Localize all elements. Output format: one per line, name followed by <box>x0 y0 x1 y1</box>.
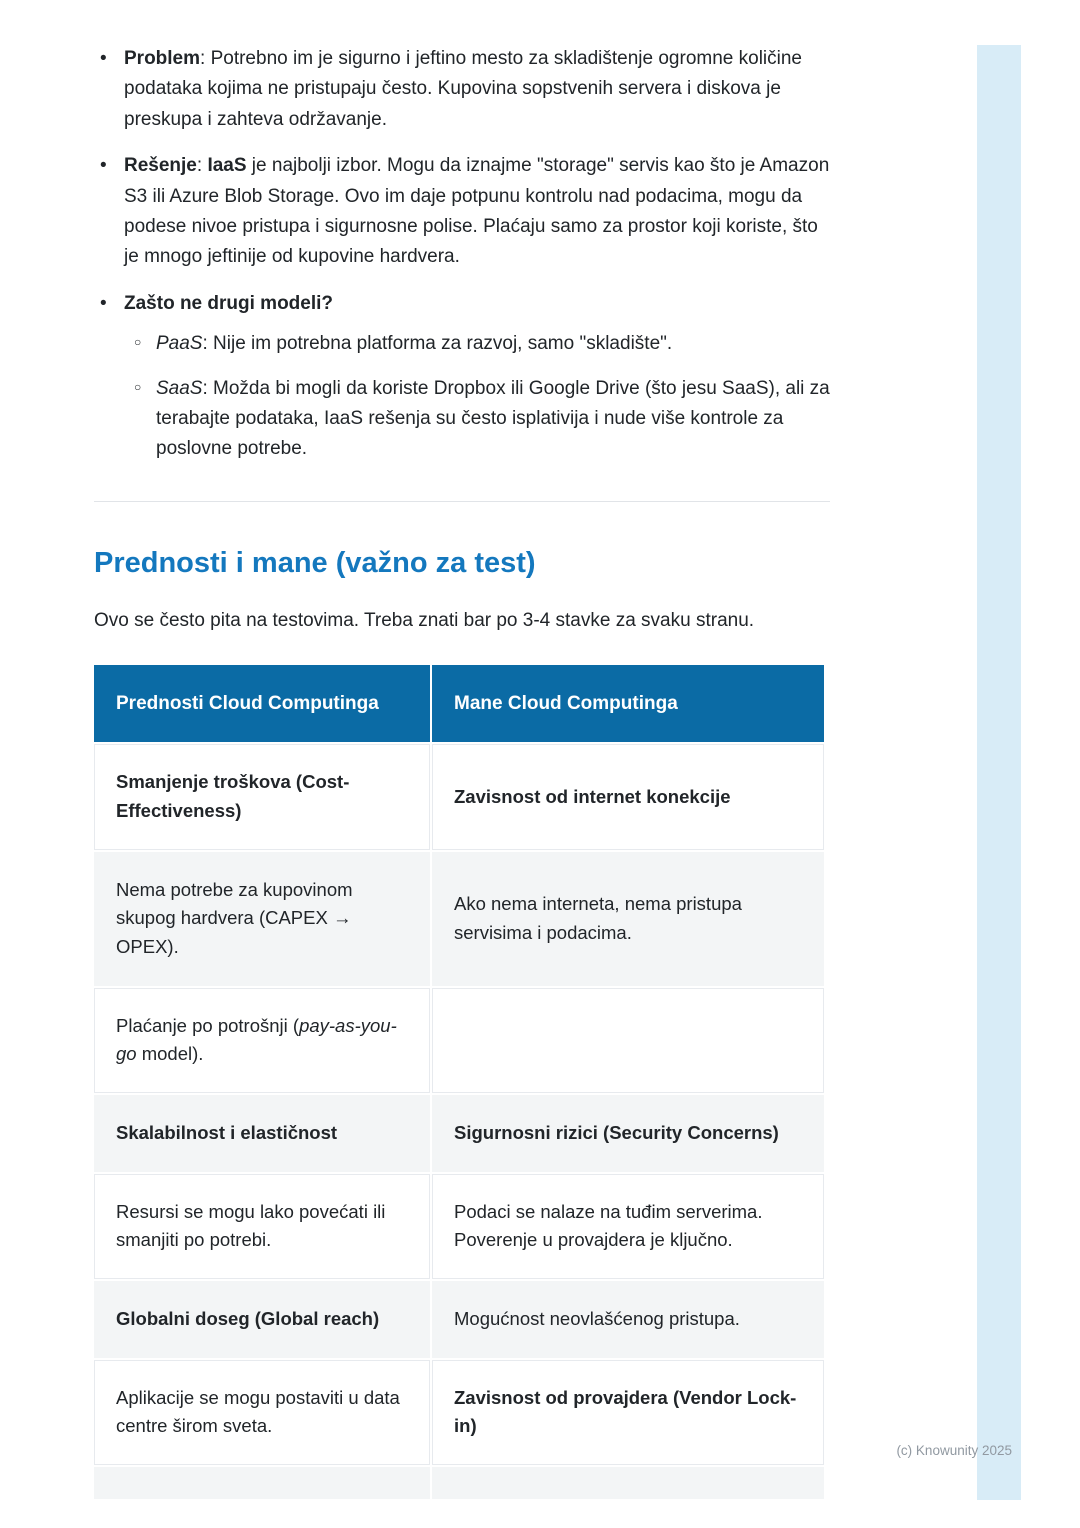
sub-list <box>124 329 830 465</box>
solution-separator: : <box>196 155 208 177</box>
table-cell: Resursi se mogu lako povećati ili smanjiti po potrebi. <box>94 1174 430 1279</box>
paas-label: PaaS <box>156 333 203 355</box>
solution-text: je najbolji izbor. Mogu da iznajme "storage" servis kao što je Amazon S3 ili Azure Blob Storage. Ovo im daje potpunu kontrolu nad podacima, mogu da podese nivoe pristupa i sigurnosne polise. Plaćaju samo za prostor koji koriste, što je mnogo jeftinije od kupovine hardvera. <box>124 155 830 268</box>
table-header-cons: Mane Cloud Computinga <box>432 665 824 742</box>
problem-label: Problem <box>124 48 201 69</box>
section-subtitle: Ovo se često pita na testovima. Treba znati bar po 3-4 stavke za svaku stranu. <box>94 610 755 632</box>
cell-text-part: Plaćanje po potrošnji ( <box>116 1014 300 1036</box>
table-cell: Nema potrebe za kupovinom skupog hardvera (CAPEX → OPEX). <box>94 852 430 986</box>
saas-label: SaaS <box>156 377 203 399</box>
saas-text: : Možda bi mogli da koriste Dropbox ili Google Drive (što jesu SaaS), ali za terabajte podataka, IaaS rešenja su često isplativija i nude više kontrole za poslovne potrebe. <box>156 377 830 460</box>
sub-item-saas <box>132 374 830 465</box>
table-cell-cutoff <box>94 1467 430 1499</box>
problem-text: : Potrebno im je sigurno i jeftino mesto za skladištenje ogromne količine podataka kojima ne pristupaju često. Kupovina sopstvenih servera i diskova je preskupa i zahteva održavanje. <box>124 48 803 130</box>
solution-model-label: IaaS <box>207 155 247 177</box>
cell-text-part: model). <box>136 1043 204 1065</box>
notes-list <box>94 44 830 465</box>
table-cell: Smanjenje troškova (Cost-Effectiveness) <box>94 744 430 849</box>
table-cell: Zavisnost od internet konekcije <box>432 744 824 849</box>
pros-cons-table <box>94 665 824 1499</box>
list-item-why-not <box>94 289 830 465</box>
paas-text: : Nije im potrebna platforma za razvoj, samo "skladište". <box>202 333 673 355</box>
table-cell: Skalabilnost i elastičnost <box>94 1095 430 1172</box>
solution-label: Rešenje <box>124 155 197 177</box>
right-side-stripe <box>977 45 1021 1500</box>
table-cell: Aplikacije se mogu postaviti u data centre širom sveta. <box>94 1360 430 1465</box>
table-cell: Globalni doseg (Global reach) <box>94 1281 430 1358</box>
list-item-problem <box>94 44 830 135</box>
table-cell: Zavisnost od provajdera (Vendor Lock-in) <box>432 1360 824 1465</box>
table-cell: Sigurnosni rizici (Security Concerns) <box>432 1095 824 1172</box>
document-page <box>94 0 830 1499</box>
list-item-solution <box>94 151 830 273</box>
sub-item-paas <box>132 329 830 359</box>
table-cell: Mogućnost neovlašćenog pristupa. <box>432 1281 824 1358</box>
table-cell-empty <box>432 988 824 1093</box>
table-cell: Podaci se nalaze na tuđim serverima. Poverenje u provajdera je ključno. <box>432 1174 824 1279</box>
table-cell: Ako nema interneta, nema pristupa servisima i podacima. <box>432 852 824 986</box>
table-header-pros: Prednosti Cloud Computinga <box>94 665 430 742</box>
cell-text <box>116 1012 408 1069</box>
why-not-label: Zašto ne drugi modeli? <box>124 292 334 314</box>
section-title: Prednosti i mane (važno za test) <box>94 546 536 579</box>
cell-text-italic: pay-as-you-go <box>116 1014 397 1065</box>
copyright-notice: (c) Knowunity 2025 <box>896 1443 1012 1458</box>
section-divider <box>94 501 830 502</box>
table-cell-cutoff <box>432 1467 824 1499</box>
table-cell <box>94 988 430 1093</box>
